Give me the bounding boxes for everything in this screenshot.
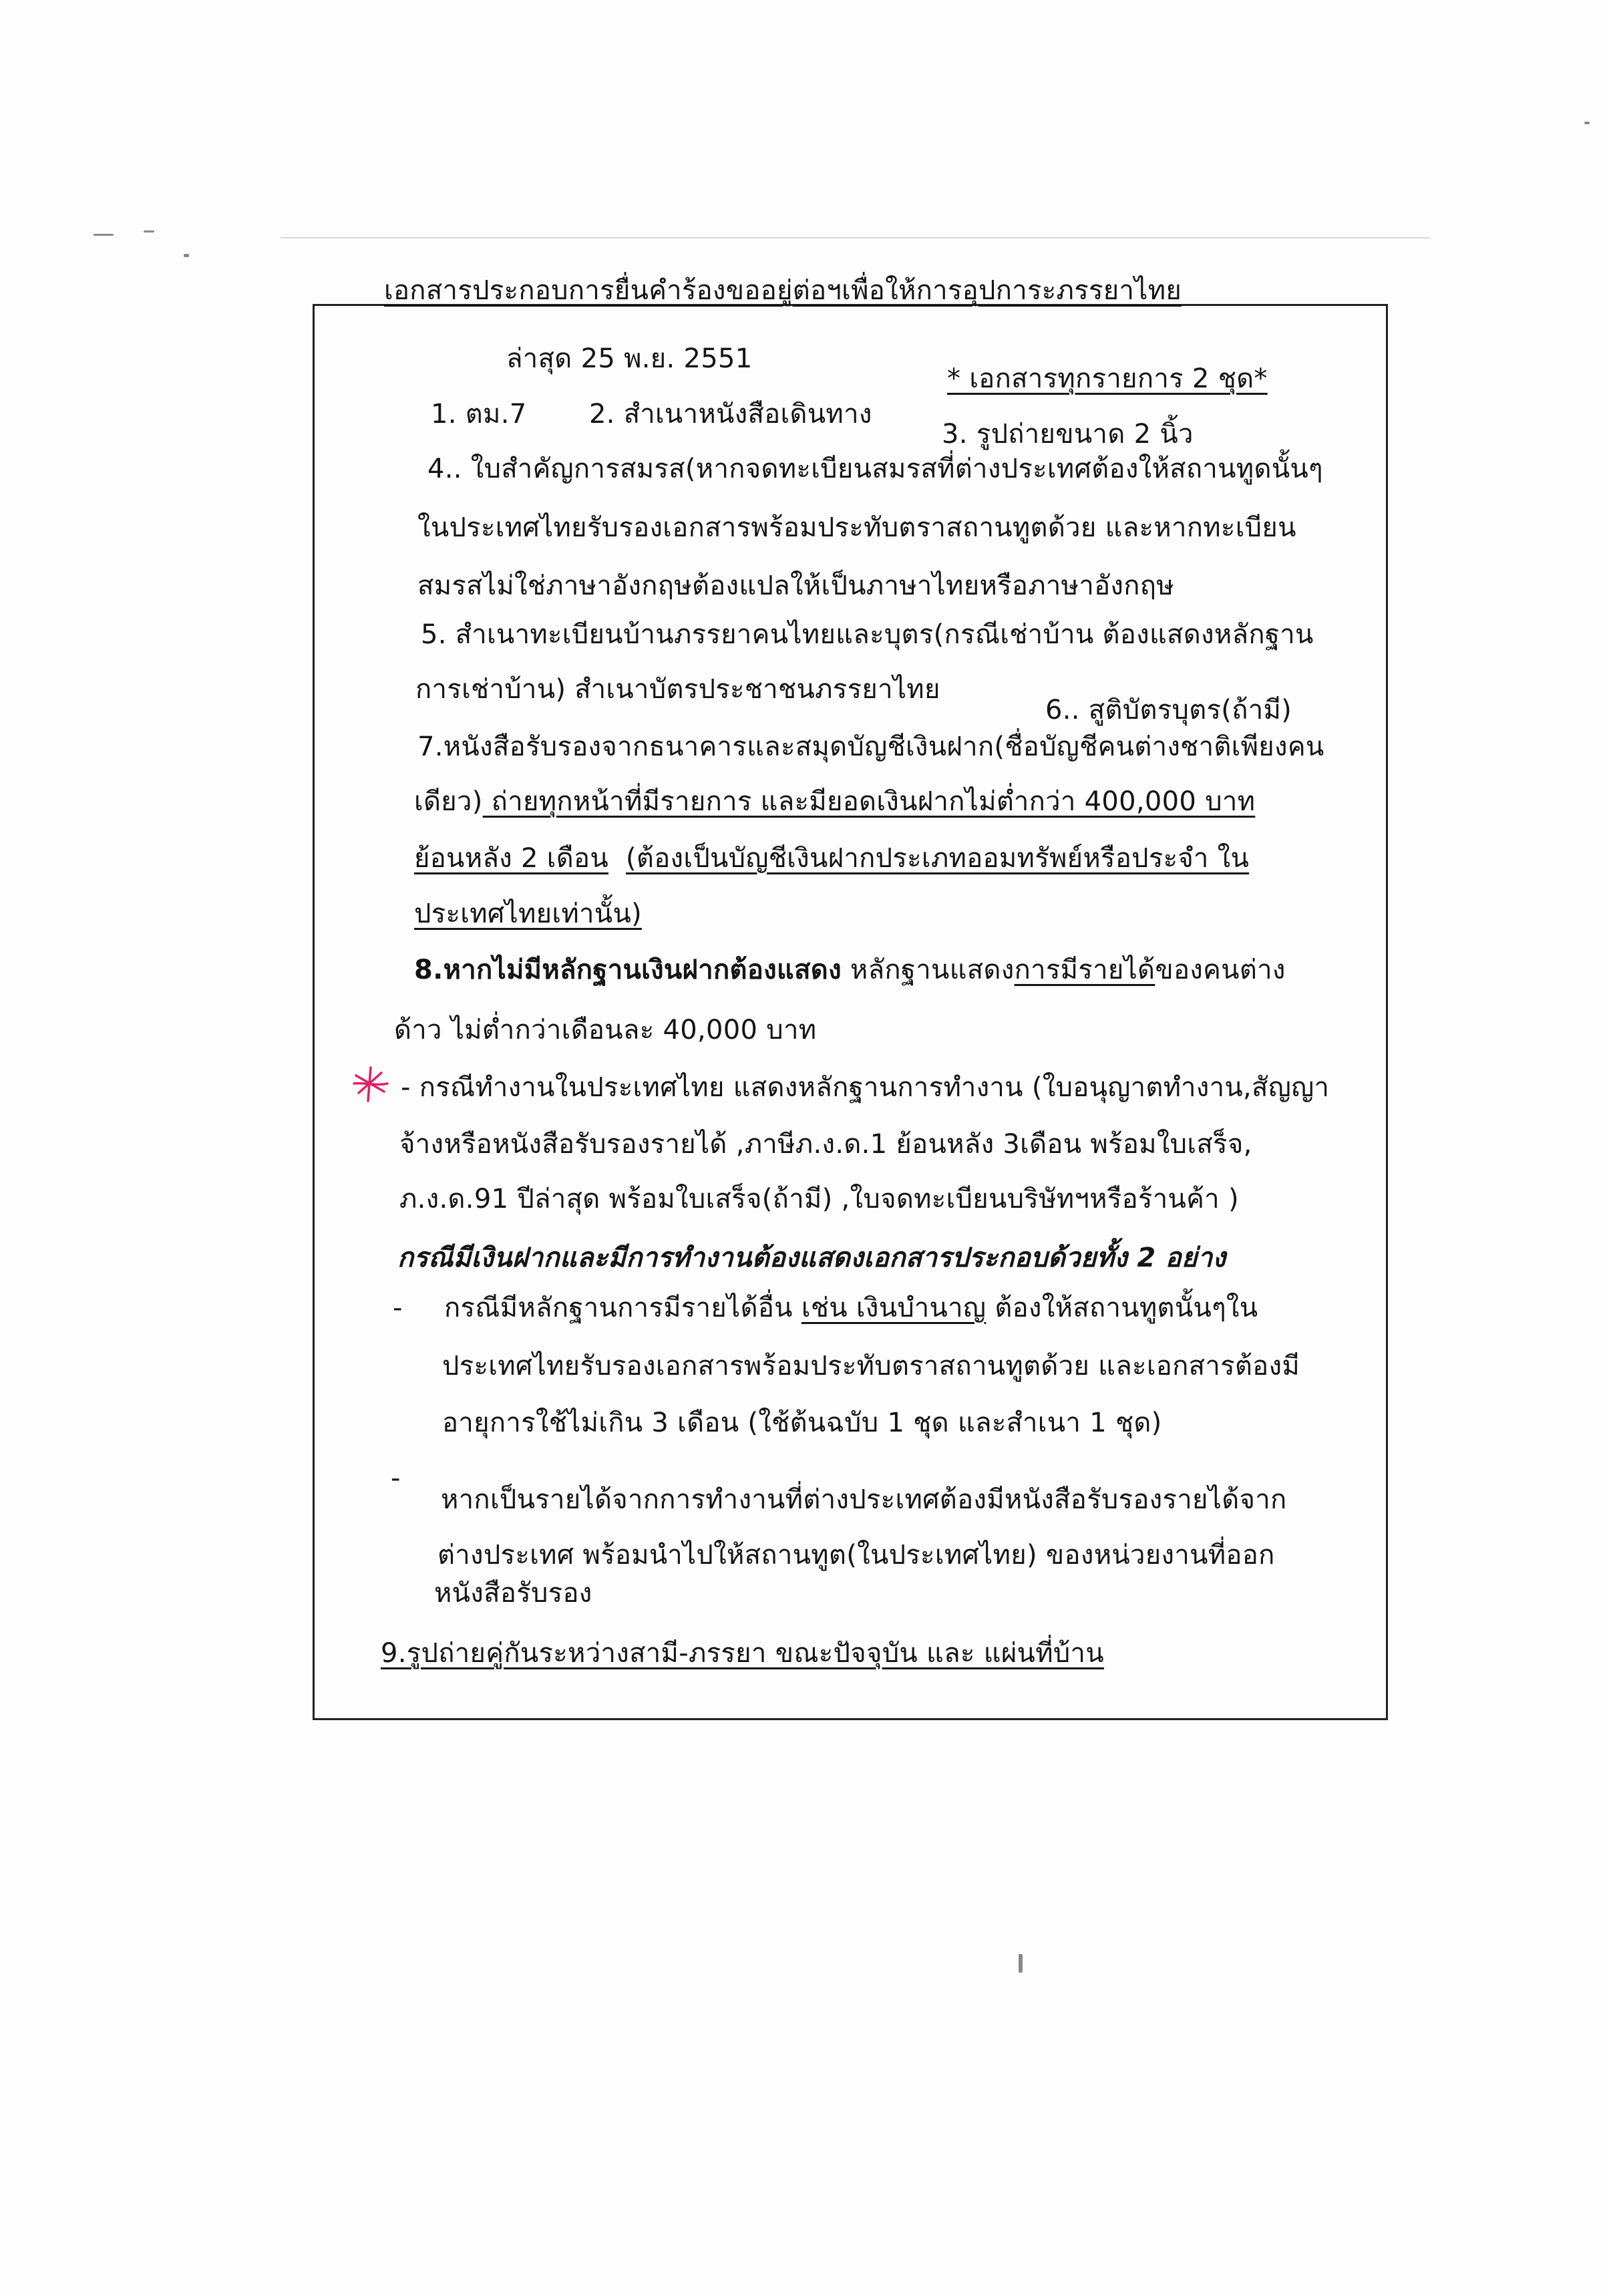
item-8-text-a: หลักฐานแสดง [841, 955, 1015, 985]
item-6: 6.. สูติบัตรบุตร(ถ้ามี) [1045, 695, 1292, 725]
item-8-line-2: ด้าว ไม่ต่ำกว่าเดือนละ 40,000 บาท [394, 1015, 817, 1045]
item-8-bold-lead: 8.หากไม่มีหลักฐานเงินฝากต้องแสดง [414, 955, 842, 985]
item-8-sub-1-line-2: จ้างหรือหนังสือรับรองรายได้ ,ภาษีภ.ง.ด.1 ย้อนหลัง 3เดือน พร้อมใบเสร็จ, [399, 1129, 1252, 1160]
item-7-line-2-underlined: ถ่ายทุกหน้าที่มีรายการ และมียอดเงินฝากไม่ต่ำกว่า 400,000 บาท [482, 786, 1256, 817]
scan-speck [94, 234, 114, 236]
item-8-sub-3-line-2: ต่างประเทศ พร้อมนำไปให้สถานทูต(ในประเทศไทย) ของหน่วยงานที่ออก [437, 1540, 1275, 1571]
item-7-line-2 [414, 788, 1255, 815]
item-8-sub-1-line-3: ภ.ง.ด.91 ปีล่าสุด พร้อมใบเสร็จ(ถ้ามี) ,ใบจดทะเบียนบริษัทฯหรือร้านค้า ) [399, 1184, 1239, 1214]
item-8-line-1 [414, 957, 1286, 983]
item-8-underlined: การมีรายได้ [1014, 955, 1155, 985]
item-8-bold-italic-line: กรณีมีเงินฝากและมีการทำงานต้องแสดงเอกสารประกอบด้วยทั้ง 2 อย่าง [397, 1243, 1226, 1273]
item-7-line-3-a: ย้อนหลัง 2 เดือน [414, 843, 609, 874]
item-8-sub-3-line-3: หนังสือรับรอง [434, 1578, 592, 1609]
revision-date: ล่าสุด 25 พ.ย. 2551 [506, 343, 753, 374]
item-7-line-2-lead: เดียว) [414, 786, 483, 817]
item-7-line-3-b: (ต้องเป็นบัญชีเงินฝากประเภทออมทรัพย์หรือประจำ ใน [626, 843, 1250, 874]
item-8-sub-2-line-3: อายุการใช้ไม่เกิน 3 เดือน (ใช้ต้นฉบับ 1 ชุด และสำเนา 1 ชุด) [442, 1408, 1162, 1438]
item-7-line-1: 7.หนังสือรับรองจากธนาคารและสมุดบัญชีเงินฝาก(ชื่อบัญชีคนต่างชาติเพียงคน [417, 731, 1324, 762]
item-8-sub-3-line-1: หากเป็นรายได้จากการทำงานที่ต่างประเทศต้องมีหนังสือรับรองรายได้จาก [441, 1484, 1287, 1515]
asterisk-mark-icon [351, 1063, 391, 1104]
copies-note: * เอกสารทุกรายการ 2 ชุด* [947, 363, 1268, 394]
item-8-sub-2-dash: - [393, 1293, 403, 1323]
item-1: 1. ตม.7 [431, 399, 527, 430]
item-8-sub-3-dash: - [391, 1463, 401, 1494]
scan-speck [1584, 122, 1590, 124]
item-5-line-2: การเช่าบ้าน) สำเนาบัตรประชาชนภรรยาไทย [415, 674, 940, 705]
item-2: 2. สำเนาหนังสือเดินทาง [589, 399, 872, 430]
item-8-sub-2-line-1 [444, 1295, 1258, 1321]
item-8-sub-2-line-2: ประเทศไทยรับรองเอกสารพร้อมประทับตราสถานทูตด้วย และเอกสารต้องมี [442, 1351, 1300, 1381]
item-8-sub-2-underlined: เช่น เงินบำนาญ [801, 1293, 987, 1323]
document-title: เอกสารประกอบการยื่นคำร้องขออยู่ต่อฯเพื่อให้การอุปการะภรรยาไทย [384, 275, 1182, 306]
item-8-sub-2-text-b: ต้องให้สถานทูตนั้นๆใน [986, 1293, 1258, 1323]
item-9: 9.รูปถ่ายคู่กันระหว่างสามี-ภรรยา ขณะปัจจุบัน และ แผ่นที่บ้าน [381, 1638, 1104, 1669]
item-4-line-1: 4.. ใบสำคัญการสมรส(หากจดทะเบียนสมรสที่ต่างประเทศต้องให้สถานทูดนั้นๆ [427, 454, 1323, 484]
item-8-sub-2-text-a: กรณีมีหลักฐานการมีรายได้อื่น [444, 1293, 801, 1323]
item-7-line-3 [414, 845, 1249, 872]
item-3: 3. รูปถ่ายขนาด 2 นิ้ว [942, 419, 1194, 450]
item-5-line-1: 5. สำเนาทะเบียนบ้านภรรยาคนไทยและบุตร(กรณีเช่าบ้าน ต้องแสดงหลักฐาน [421, 619, 1314, 650]
scan-speck [184, 254, 189, 257]
item-8-text-b: ของคนต่าง [1155, 955, 1286, 985]
item-8-sub-1-line-1: - กรณีทำงานในประเทศไทย แสดงหลักฐานการทำงาน (ใบอนุญาตทำงาน,สัญญา [401, 1072, 1330, 1103]
item-7-line-4: ประเทศไทยเท่านั้น) [414, 898, 643, 929]
item-4-line-3: สมรสไม่ใช่ภาษาอังกฤษต้องแปลให้เป็นภาษาไทยหรือภาษาอังกฤษ [417, 570, 1174, 601]
scan-speck [1019, 1954, 1023, 1973]
scan-speck [144, 230, 154, 232]
item-4-line-2: ในประเทศไทยรับรองเอกสารพร้อมประทับตราสถานทูตด้วย และหากทะเบียน [417, 512, 1296, 543]
